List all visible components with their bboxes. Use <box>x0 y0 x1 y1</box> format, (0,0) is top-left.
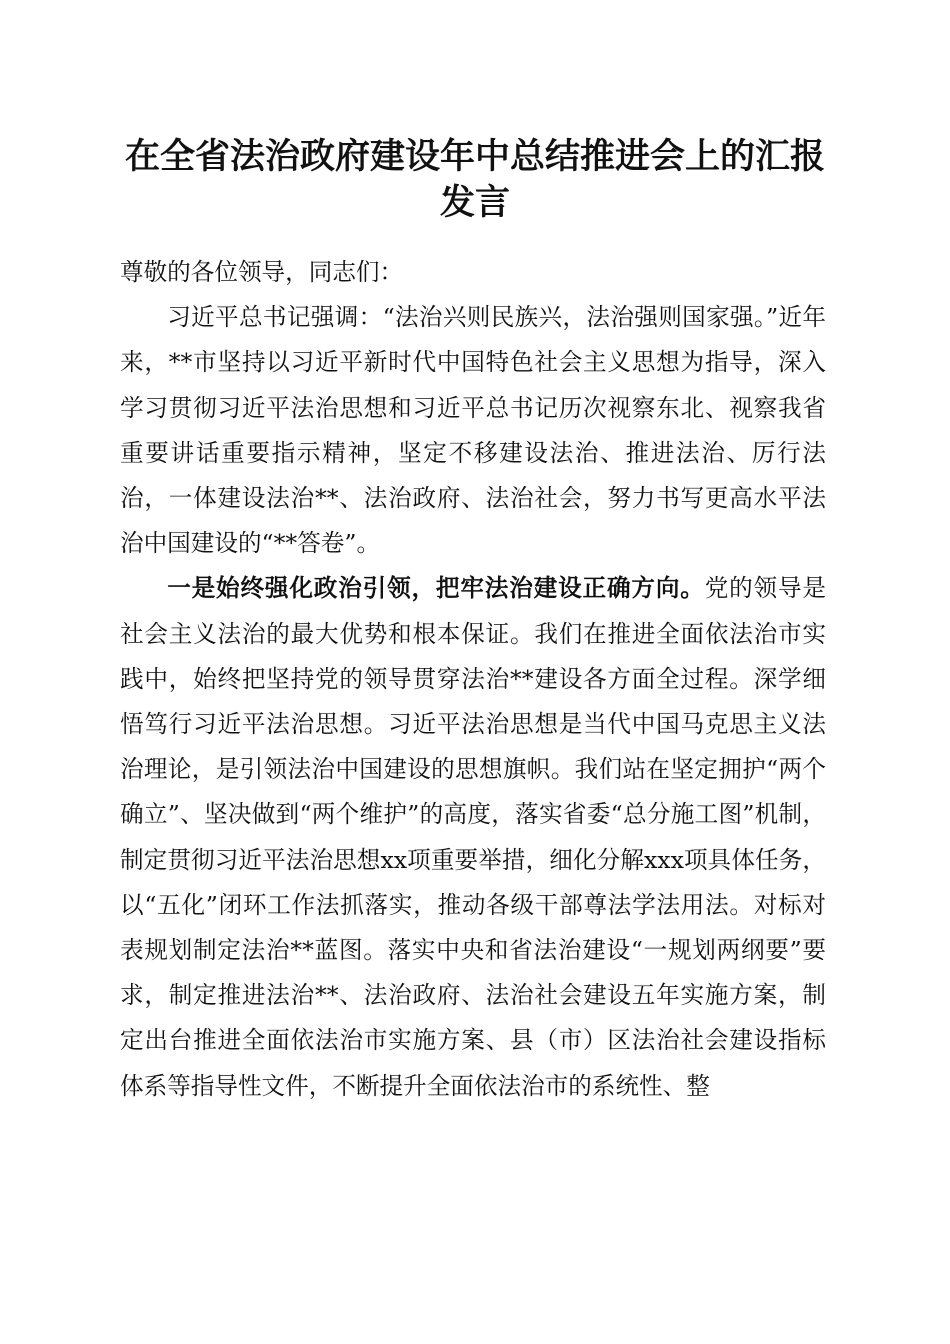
paragraph-point-one <box>120 566 826 1108</box>
salutation: 尊敬的各位领导，同志们： <box>120 258 404 286</box>
paragraph-point-one-heading: 一是始终强化政治引领，把牢法治建设正确方向。 <box>167 574 705 603</box>
document-title <box>110 134 840 226</box>
paragraph-point-one-text: 党的领导是社会主义法治的最大优势和根本保证。我们在推进全面依法治市实践中，始终把坚持党的领导贯穿法治**建设各方面全过程。深学细悟笃行习近平法治思想。习近平法治思想是当代中国马克思主义法治理论，是引领法治中国建设的思想旗帜。我们站在坚定拥护“两个确立”、坚决做到“两个维护”的高度，落实省委“总分施工图”机制，制定贯彻习近平法治思想xx项重要举措，细化分解xxx项具体任务，以“五化”闭环工作法抓落实，推动各级干部尊法学法用法。对标对表规划制定法治**蓝图。落实中央和省法治建设“一规划两纲要”要求，制定推进法治**、法治政府、法治社会建设五年实施方案，制定出台推进全面依法治市实施方案、县（市）区法治社会建设指标体系等指导性文件，不断提升全面依法治市的系统性、整 <box>120 574 827 1100</box>
document-title-line-1: 在全省法治政府建设年中总结推进会上的汇报 <box>124 136 825 177</box>
document-body <box>120 250 826 1109</box>
document-title-line-2: 发言 <box>439 182 510 223</box>
paragraph-intro: 习近平总书记强调：“法治兴则民族兴，法治强则国家强。”近年来，**市坚持以习近平新时代中国特色社会主义思想为指导，深入学习贯彻习近平法治思想和习近平总书记历次视察东北、视察我省重要讲话重要指示精神，坚定不移建设法治、推进法治、厉行法治，一体建设法治**、法治政府、法治社会，努力书写更高水平法治中国建设的“**答卷”。 <box>120 303 826 558</box>
